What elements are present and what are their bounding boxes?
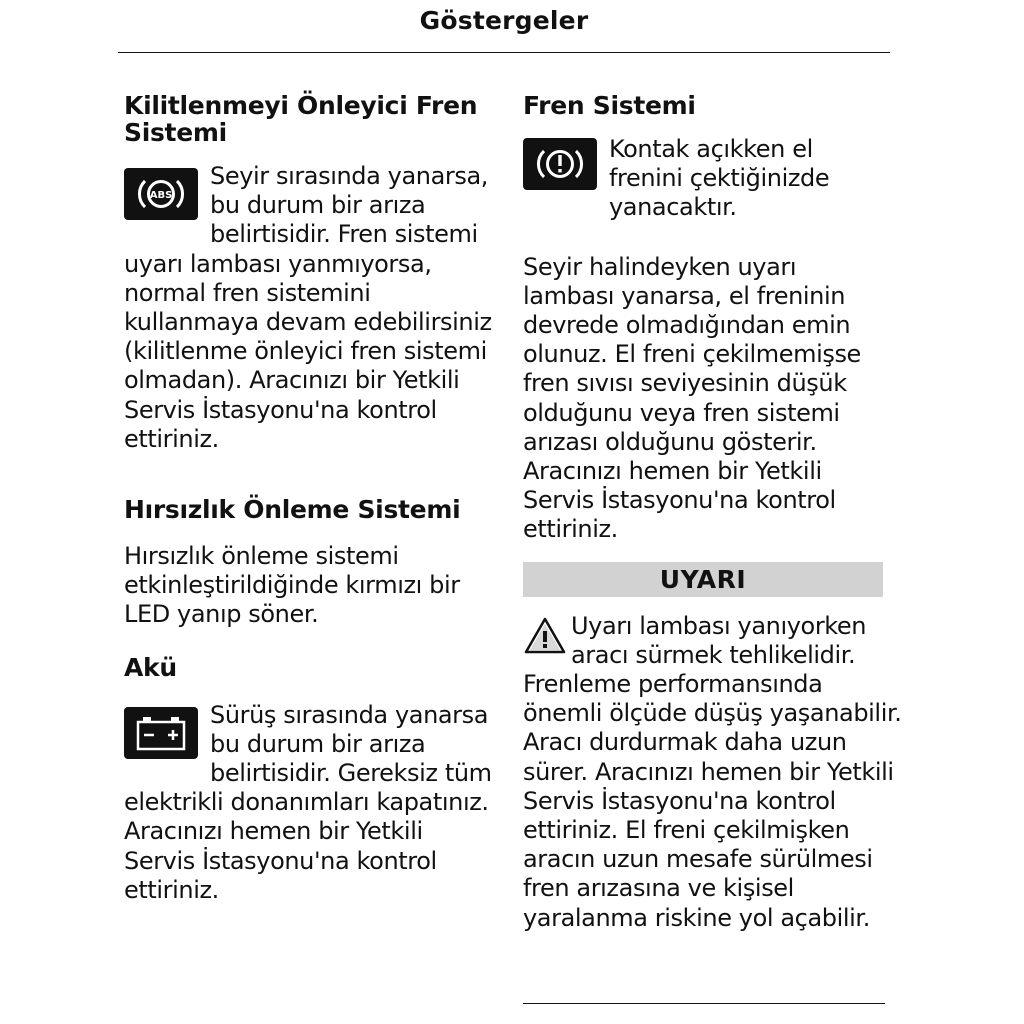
warning-header (523, 562, 883, 597)
page-title: Göstergeler (419, 6, 589, 35)
abs-warning-icon (124, 168, 198, 220)
left-column (124, 92, 494, 905)
brake-section-text-1: Kontak açıkken el frenini çektiğinizde yanacaktır. (609, 135, 830, 222)
battery-icon (124, 707, 198, 759)
battery-section (124, 654, 494, 905)
brake-section (523, 92, 893, 545)
right-column (523, 91, 902, 933)
warning-text: Uyarı lambası yanıyorken aracı sürmek tehlikelidir. Frenleme performansında önemli ölçüde düşüş yaşanabilir. Aracı durdurmak daha uzun sürer. Aracınızı hemen bir Yetkili Servis İstasyonu'na kontrol ettiriniz. El freni çekilmişken aracın uzun mesafe sürülmesi fren arızasına ve kişisel yaralanma riskine yol açabilir. (523, 611, 902, 932)
page-header (118, 0, 890, 53)
brake-warning-icon (523, 138, 597, 190)
brake-section-title: Fren Sistemi (523, 91, 696, 120)
abs-section (124, 92, 494, 454)
bottom-rule (523, 1003, 885, 1004)
svg-text:ABS: ABS (149, 190, 173, 201)
theft-section-title: Hırsızlık Önleme Sistemi (124, 495, 461, 525)
warning-triangle-icon (523, 616, 567, 656)
brake-section-text-2: Seyir halindeyken uyarı lambası yanarsa, el freninin devrede olmadığından emin olunuz. El freni çekilmemişse fren sıvısı seviyesinin düşük olduğunu veya fren sistemi arızası olduğunu gösterir. Aracınızı hemen bir Yetkili Servis İstasyonu'na kontrol ettiriniz. (523, 252, 861, 544)
warning-box (523, 562, 902, 933)
theft-section (124, 496, 494, 630)
abs-section-text: Seyir sırasında yanarsa, bu durum bir arıza belirtisidir. Fren sistemi uyarı lambası yanmıyorsa, normal fren sistemini kullanmaya devam edebilirsiniz (kilitlenme önleyici fren sistemi olmadan). Aracınızı bir Yetkili Servis İstasyonu'na kontrol ettiriniz. (124, 162, 492, 453)
battery-section-text: Sürüş sırasında yanarsa bu durum bir arıza belirtisidir. Gereksiz tüm elektrikli donanımları kapatınız. Aracınızı hemen bir Yetkili Servis İstasyonu'na kontrol ettiriniz. (124, 700, 492, 904)
battery-section-title: Akü (124, 652, 177, 682)
warning-label: UYARI (659, 564, 747, 594)
theft-section-text: Hırsızlık önleme sistemi etkinleştirildiğinde kırmızı bir LED yanıp söner. (124, 542, 460, 629)
abs-section-title: Kilitlenmeyi Önleyici Fren Sistemi (124, 91, 478, 147)
